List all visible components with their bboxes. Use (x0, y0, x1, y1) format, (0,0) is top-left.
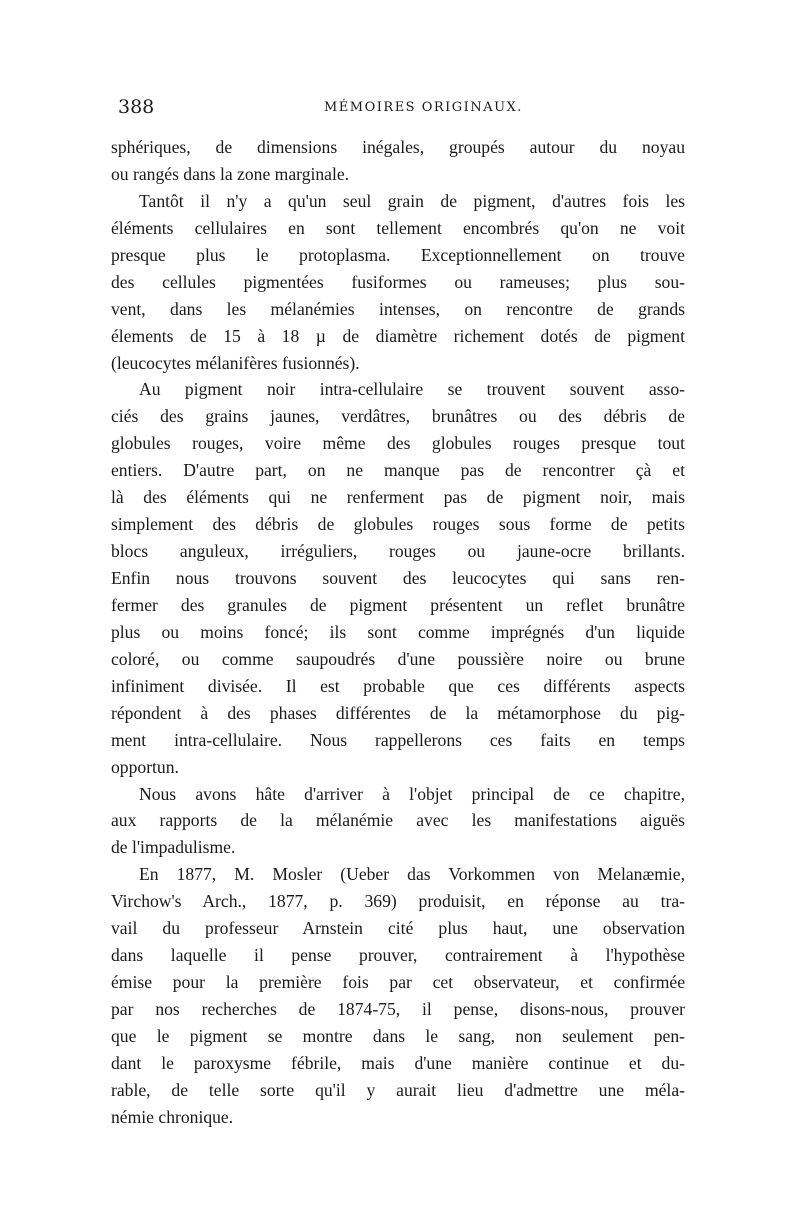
text-line: émise pour la première fois par cet observateur, et confirmée (111, 972, 685, 993)
text-line: Au pigment noir intra-cellulaire se trouvent souvent asso- (139, 379, 685, 400)
body-text (111, 134, 685, 1131)
text-line: coloré, ou comme saupoudrés d'une poussière noire ou brune (111, 648, 685, 669)
text-line: Nous avons hâte d'arriver à l'objet principal de ce chapitre, (139, 783, 685, 804)
text-line: presque plus le protoplasma. Exceptionnellement on trouve (111, 244, 685, 265)
text-line: némie chronique. (111, 1106, 234, 1127)
text-line: dant le paroxysme fébrile, mais d'une manière continue et du- (111, 1052, 685, 1073)
page-header (118, 96, 688, 126)
page-number: 388 (118, 96, 155, 118)
text-line: En 1877, M. Mosler (Ueber das Vorkommen von Melanæmie, (139, 864, 685, 885)
text-line: vail du professeur Arnstein cité plus haut, une observation (111, 918, 685, 939)
text-line: là des éléments qui ne renferment pas de pigment noir, mais (111, 487, 685, 508)
text-line: fermer des granules de pigment présentent un reflet brunâtre (111, 594, 685, 615)
text-line: blocs anguleux, irréguliers, rouges ou jaune-ocre brillants. (111, 541, 685, 562)
text-line: ment intra-cellulaire. Nous rappellerons ces faits en temps (111, 729, 685, 750)
text-line: simplement des débris de globules rouges sous forme de petits (111, 514, 685, 535)
text-line: que le pigment se montre dans le sang, non seulement pen- (111, 1025, 685, 1046)
text-line: éléments cellulaires en sont tellement encombrés qu'on ne voit (111, 217, 685, 238)
text-line: ciés des grains jaunes, verdâtres, brunâtres ou des débris de (111, 406, 685, 427)
text-line: globules rouges, voire même des globules rouges presque tout (111, 433, 685, 454)
text-line: Virchow's Arch., 1877, p. 369) produisit, en réponse au tra- (111, 891, 685, 912)
text-line: de l'impadulisme. (111, 837, 236, 858)
text-line: sphériques, de dimensions inégales, groupés autour du noyau (111, 137, 685, 157)
running-head: MÉMOIRES ORIGINAUX. (324, 100, 523, 115)
text-line: ou rangés dans la zone marginale. (111, 163, 350, 184)
text-line: élements de 15 à 18 µ de diamètre richement dotés de pigment (111, 325, 685, 346)
text-line: Tantôt il n'y a qu'un seul grain de pigment, d'autres fois les (139, 190, 685, 211)
text-line: (leucocytes mélanifères fusionnés). (111, 352, 360, 373)
text-line: opportun. (111, 756, 179, 777)
text-line: aux rapports de la mélanémie avec les manifestations aiguës (111, 810, 685, 831)
text-line: plus ou moins foncé; ils sont comme imprégnés d'un liquide (111, 621, 685, 642)
text-line: entiers. D'autre part, on ne manque pas de rencontrer çà et (111, 460, 685, 481)
text-line: vent, dans les mélanémies intenses, on rencontre de grands (111, 298, 685, 319)
text-line: répondent à des phases différentes de la métamorphose du pig- (111, 702, 685, 723)
text-line: Enfin nous trouvons souvent des leucocytes qui sans ren- (111, 568, 685, 588)
text-line: infiniment divisée. Il est probable que ces différents aspects (111, 675, 685, 696)
text-line: par nos recherches de 1874-75, il pense, disons-nous, prouver (111, 999, 685, 1019)
text-line: des cellules pigmentées fusiformes ou rameuses; plus sou- (111, 271, 685, 292)
text-line: rable, de telle sorte qu'il y aurait lieu d'admettre une méla- (111, 1079, 685, 1100)
text-line: dans laquelle il pense prouver, contrairement à l'hypothèse (111, 945, 685, 966)
